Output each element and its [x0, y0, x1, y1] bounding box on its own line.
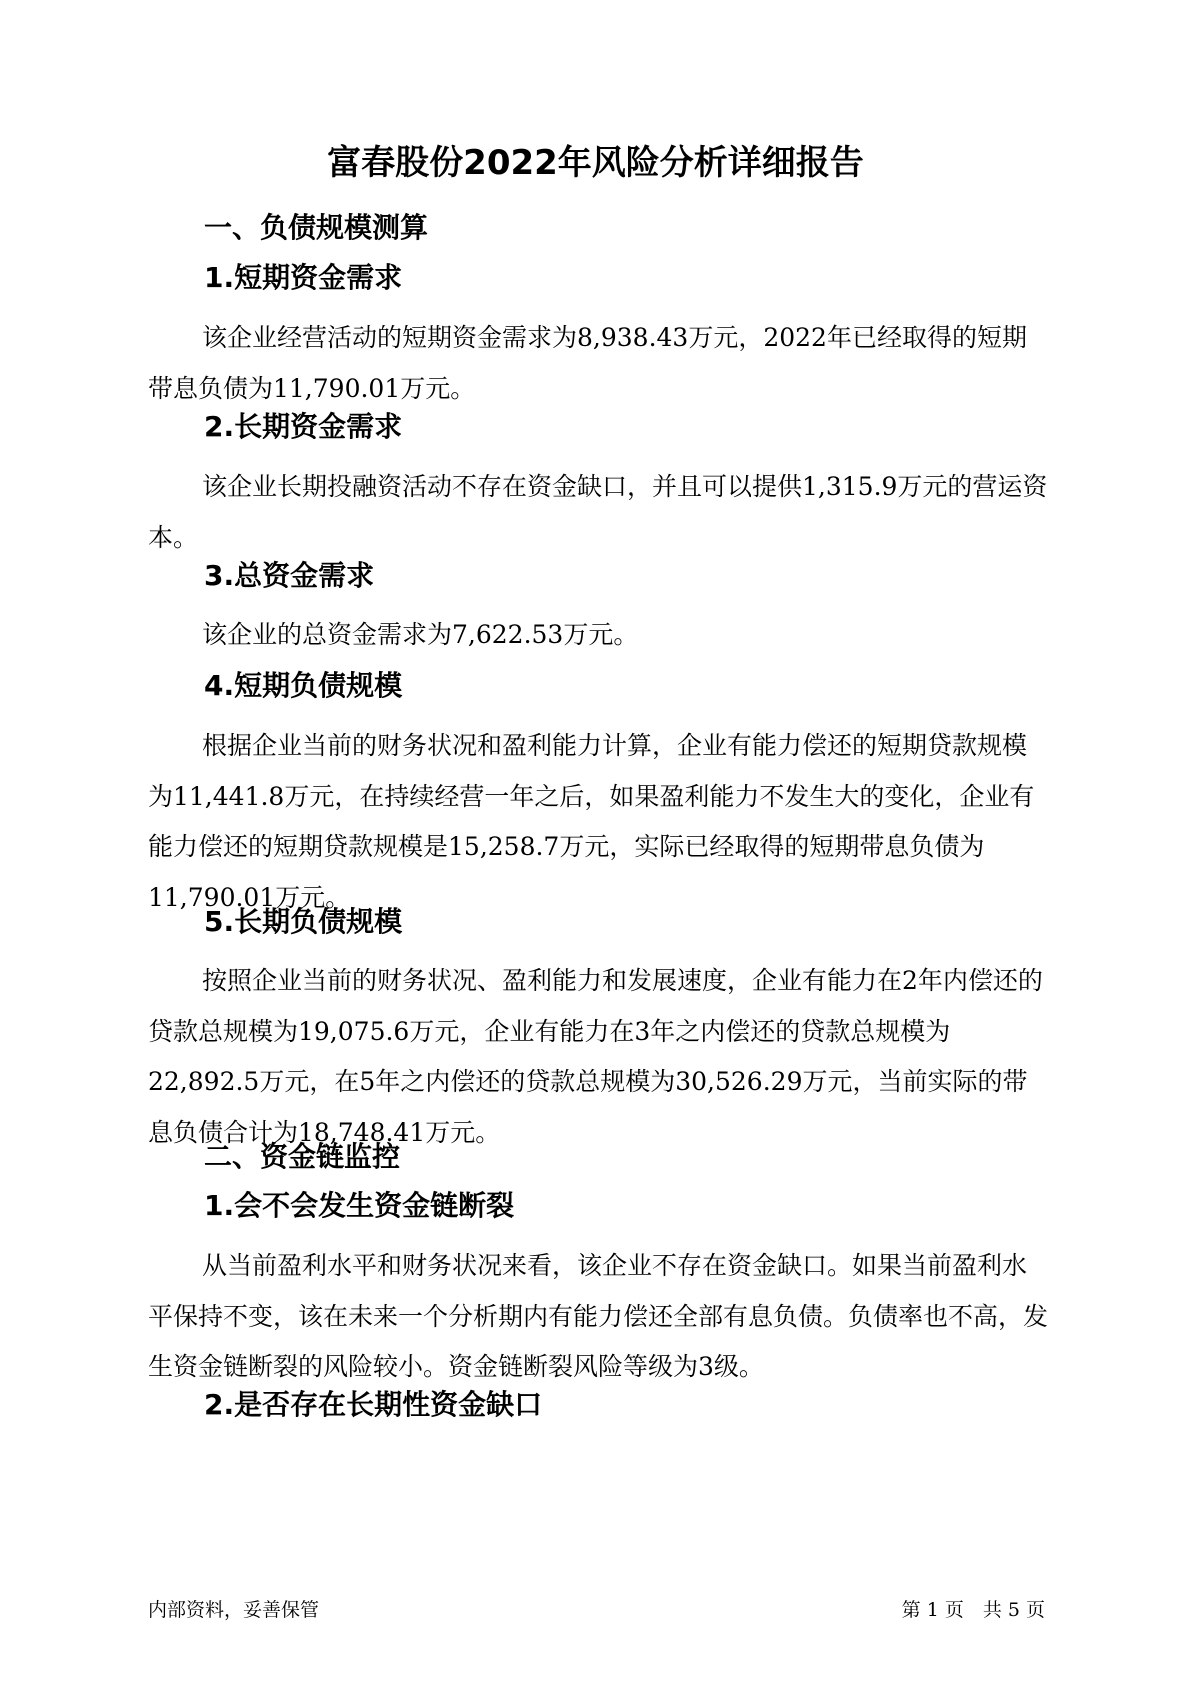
section-heading-liability-scale: 一、负债规模测算	[204, 211, 429, 244]
footer-confidential-note: 内部资料，妥善保管	[148, 1599, 320, 1621]
subheading-long-term-funding: 2.长期资金需求	[204, 410, 403, 443]
footer-page-number: 第 1 页 共 5 页	[901, 1599, 1045, 1621]
paragraph-long-term-funding: 该企业长期投融资活动不存在资金缺口，并且可以提供1,315.9万元的营运资本。	[148, 472, 1048, 552]
paragraph-short-term-funding: 该企业经营活动的短期资金需求为8,938.43万元，2022年已经取得的短期带息负债为11,790.01万元。	[148, 323, 1027, 403]
document-title: 富春股份2022年风险分析详细报告	[327, 143, 864, 183]
subheading-long-term-gap: 2.是否存在长期性资金缺口	[204, 1388, 543, 1421]
section-heading-capital-chain: 二、资金链监控	[204, 1140, 401, 1173]
paragraph-short-term-debt: 根据企业当前的财务状况和盈利能力计算，企业有能力偿还的短期贷款规模为11,441.8万元，在持续经营一年之后，如果盈利能力不发生大的变化，企业有能力偿还的短期贷款规模是15,258.7万元，实际已经取得的短期带息负债为11,790.01万元。	[148, 731, 1035, 912]
subheading-short-term-funding: 1.短期资金需求	[204, 261, 403, 294]
paragraph-total-funding: 该企业的总资金需求为7,622.53万元。	[202, 620, 639, 649]
subheading-long-term-debt: 5.长期负债规模	[204, 905, 403, 938]
paragraph-long-term-debt: 按照企业当前的财务状况、盈利能力和发展速度，企业有能力在2年内偿还的贷款总规模为19,075.6万元，企业有能力在3年之内偿还的贷款总规模为22,892.5万元，在5年之内偿还的贷款总规模为30,526.29万元，当前实际的带息负债合计为18,748.41万元。	[148, 966, 1043, 1147]
subheading-short-term-debt: 4.短期负债规模	[204, 669, 403, 702]
paragraph-capital-chain-break: 从当前盈利水平和财务状况来看，该企业不存在资金缺口。如果当前盈利水平保持不变，该在未来一个分析期内有能力偿还全部有息负债。负债率也不高，发生资金链断裂的风险较小。资金链断裂风险等级为3级。	[148, 1251, 1049, 1381]
subheading-total-funding: 3.总资金需求	[204, 559, 375, 592]
subheading-capital-chain-break: 1.会不会发生资金链断裂	[204, 1189, 515, 1222]
